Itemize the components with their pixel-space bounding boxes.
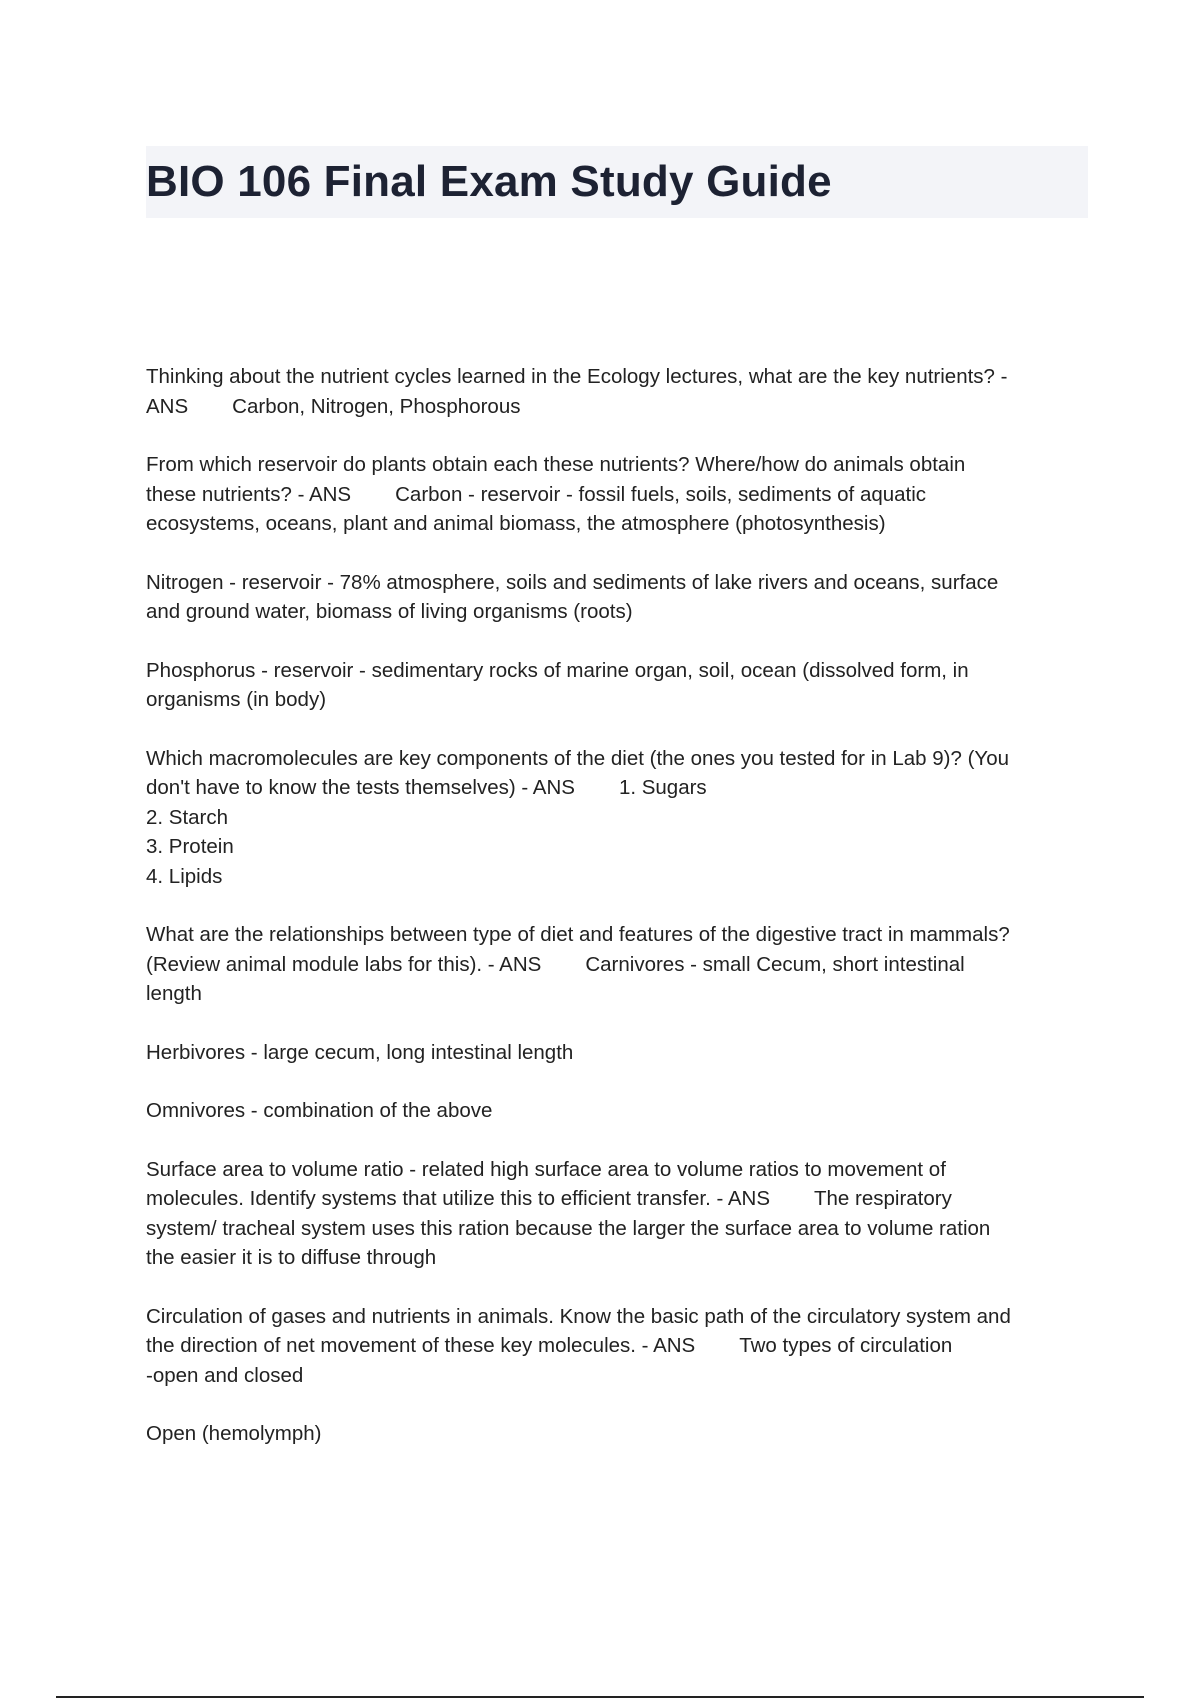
qa-block (146, 568, 1096, 627)
text-line (146, 480, 1096, 510)
answer-text: The respiratory (814, 1187, 952, 1210)
text-line: length (146, 982, 202, 1005)
question-tail: don't have to know the tests themselves) - ANS (146, 776, 575, 799)
text-line (146, 1331, 1096, 1361)
answer-text: 1. Sugars (618, 776, 707, 799)
text-line: Surface area to volume ratio - related high surface area to volume ratios to movement of (146, 1157, 946, 1181)
text-line (146, 950, 1096, 980)
text-line: Herbivores - large cecum, long intestinal length (146, 1040, 574, 1064)
qa-block (146, 1096, 1096, 1126)
text-line: Nitrogen - reservoir - 78% atmosphere, soils and sediments of lake rivers and oceans, surface (146, 570, 999, 594)
text-line: -open and closed (146, 1363, 304, 1387)
text-line: Omnivores - combination of the above (146, 1099, 493, 1122)
qa-block (146, 744, 1096, 892)
qa-block (146, 1155, 1096, 1273)
qa-block (146, 362, 1096, 421)
text-line: 3. Protein (146, 835, 234, 858)
text-line: and ground water, biomass of living organisms (roots) (146, 600, 633, 623)
text-line: organisms (in body) (146, 688, 327, 711)
text-line (146, 392, 1096, 422)
text-line: Phosphorus - reservoir - sedimentary rocks of marine organ, soil, ocean (dissolved form, in (146, 658, 969, 682)
text-line: Thinking about the nutrient cycles learned in the Ecology lectures, what are the key nutrients? - (146, 365, 1008, 388)
text-line: 4. Lipids (146, 864, 223, 888)
answer-text: Carbon, Nitrogen, Phosphorous (232, 394, 521, 418)
answer-text: Two types of circulation (739, 1334, 953, 1357)
footer-rule (56, 1696, 1144, 1698)
qa-block (146, 1419, 1096, 1449)
text-line: What are the relationships between type of diet and features of the digestive tract in mammals? (146, 923, 1010, 946)
text-line: Circulation of gases and nutrients in animals. Know the basic path of the circulatory system and (146, 1304, 1011, 1328)
text-line: Which macromolecules are key components of the diet (the ones you tested for in Lab 9)? (You (146, 746, 1009, 770)
text-line: ecosystems, oceans, plant and animal biomass, the atmosphere (photosynthesis) (146, 512, 886, 535)
answer-text: Carnivores - small Cecum, short intestinal (585, 952, 965, 976)
study-guide-content (146, 362, 1096, 1478)
text-line: From which reservoir do plants obtain each these nutrients? Where/how do animals obtain (146, 453, 966, 476)
question-tail: these nutrients? - ANS (146, 482, 352, 506)
answer-text: Carbon - reservoir - fossil fuels, soils, sediments of aquatic (395, 482, 927, 506)
text-line: Open (hemolymph) (146, 1422, 322, 1445)
text-line: the easier it is to diffuse through (146, 1246, 437, 1269)
qa-block (146, 450, 1096, 539)
qa-block (146, 1302, 1096, 1391)
text-line: system/ tracheal system uses this ration because the larger the surface area to volume ration (146, 1216, 991, 1240)
text-line (146, 773, 1096, 803)
question-tail: the direction of net movement of these key molecules. - ANS (146, 1334, 696, 1357)
question-tail: ANS (146, 394, 189, 418)
question-tail: molecules. Identify systems that utilize this to efficient transfer. - ANS (146, 1187, 770, 1210)
qa-block (146, 656, 1096, 715)
qa-block (146, 920, 1096, 1009)
text-line: 2. Starch (146, 805, 229, 829)
text-line (146, 1184, 1096, 1214)
question-tail: (Review animal module labs for this). - ANS (146, 952, 542, 976)
page-title: BIO 106 Final Exam Study Guide (146, 157, 832, 206)
qa-block (146, 1038, 1096, 1068)
